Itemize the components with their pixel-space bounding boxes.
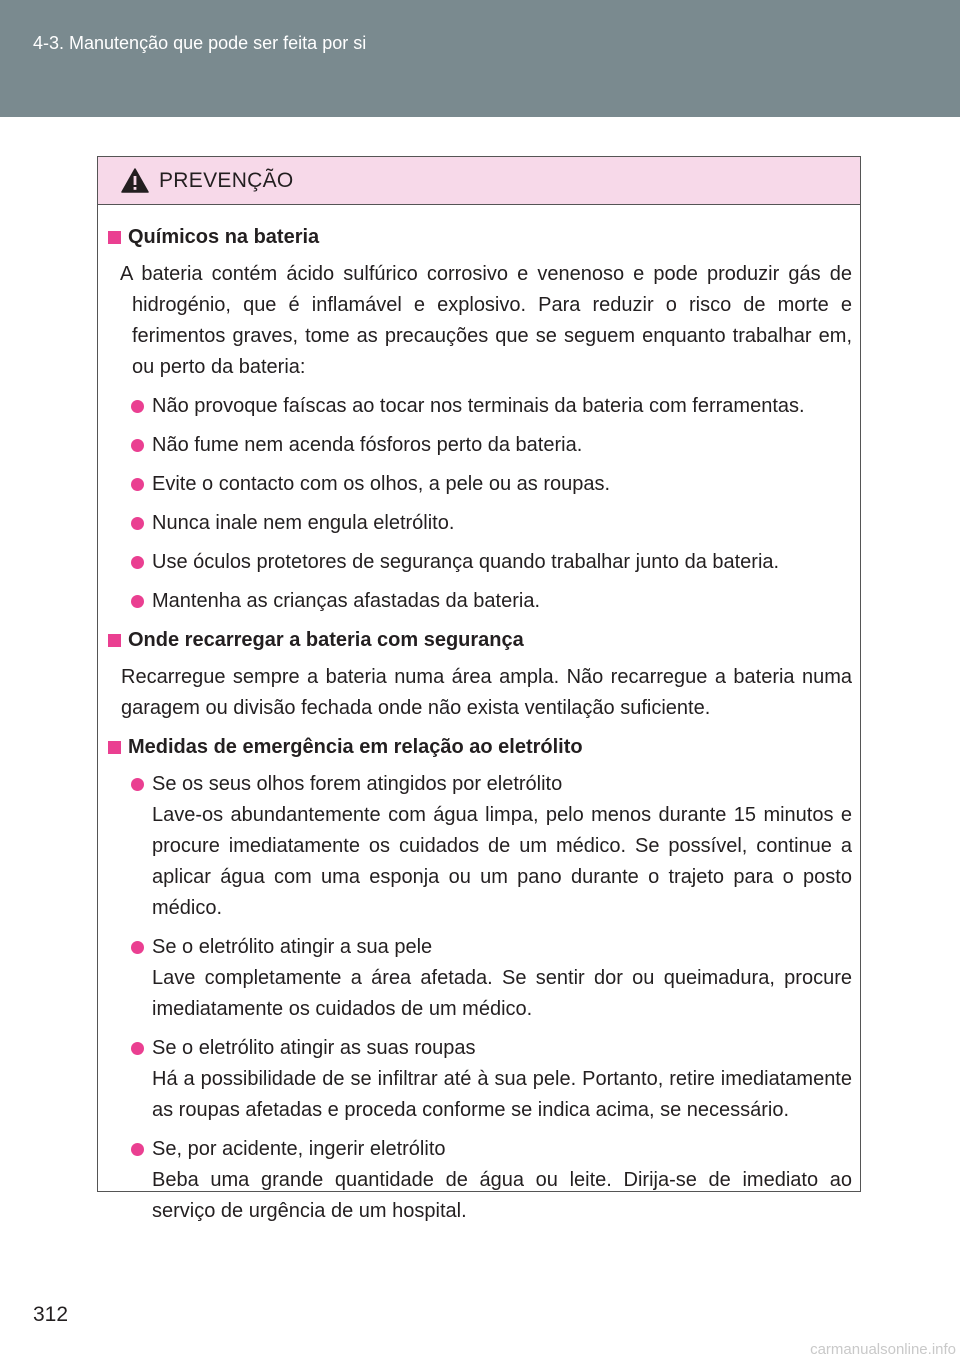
circle-bullet-icon xyxy=(131,517,144,530)
watermark: carmanualsonline.info xyxy=(810,1341,956,1358)
page-header xyxy=(0,0,960,117)
section-recharge xyxy=(108,625,852,724)
section-intro: A bateria contém ácido sulfúrico corrosivo e venenoso e pode produzir gás de hidrogénio, que é inflamável e explosivo. Para reduzir o risco de morte e ferimentos graves, tome as precauções que se seguem enquanto trabalhar em, ou perto da bateria: xyxy=(120,263,852,378)
circle-bullet-icon xyxy=(131,941,144,954)
item-heading: Se, por acidente, ingerir eletrólito xyxy=(152,1138,446,1160)
square-bullet-icon xyxy=(108,741,121,754)
circle-bullet-icon xyxy=(131,478,144,491)
item-body: Lave-os abundantemente com água limpa, pelo menos durante 15 minutos e procure imediatamente os cuidados de um médico. Se possível, continue a aplicar água com uma esponja ou um pano durante o trajeto para o posto médico. xyxy=(152,804,852,919)
square-bullet-icon xyxy=(108,634,121,647)
warning-content xyxy=(98,205,860,1227)
list-item: Mantenha as crianças afastadas da bateria. xyxy=(131,586,852,617)
list-item: Evite o contacto com os olhos, a pele ou as roupas. xyxy=(131,469,852,500)
item-heading: Se o eletrólito atingir a sua pele xyxy=(152,936,433,958)
item-body: Beba uma grande quantidade de água ou leite. Dirija-se de imediato ao serviço de urgência de um hospital. xyxy=(152,1169,852,1222)
square-bullet-icon xyxy=(108,231,121,244)
section-intro: Recarregue sempre a bateria numa área ampla. Não recarregue a bateria numa garagem ou divisão fechada onde não exista ventilação suficiente. xyxy=(121,666,852,719)
list-item xyxy=(131,932,852,1025)
section-emergency xyxy=(108,732,852,1227)
circle-bullet-icon xyxy=(131,400,144,413)
warning-title: PREVENÇÃO xyxy=(159,168,294,192)
warning-box-header xyxy=(98,157,860,205)
circle-bullet-icon xyxy=(131,1042,144,1055)
list-item: Não fume nem acenda fósforos perto da bateria. xyxy=(131,430,852,461)
item-heading: Se o eletrólito atingir as suas roupas xyxy=(152,1037,476,1059)
section-chemicals xyxy=(108,222,852,617)
warning-triangle-icon xyxy=(121,168,149,193)
list-item: Nunca inale nem engula eletrólito. xyxy=(131,508,852,539)
section-title: Químicos na bateria xyxy=(108,222,852,253)
circle-bullet-icon xyxy=(131,1143,144,1156)
item-body: Há a possibilidade de se infiltrar até à sua pele. Portanto, retire imediatamente as roupas afetadas e proceda conforme se indica acima, se necessário. xyxy=(152,1068,852,1121)
list-item xyxy=(131,769,852,924)
list-item: Não provoque faíscas ao tocar nos terminais da bateria com ferramentas. xyxy=(131,391,852,422)
warning-box xyxy=(97,156,861,1222)
page-number: 312 xyxy=(33,1303,69,1326)
item-heading: Se os seus olhos forem atingidos por eletrólito xyxy=(152,773,563,795)
circle-bullet-icon xyxy=(131,556,144,569)
list-item: Use óculos protetores de segurança quando trabalhar junto da bateria. xyxy=(131,547,852,578)
item-body: Lave completamente a área afetada. Se sentir dor ou queimadura, procure imediatamente os cuidados de um médico. xyxy=(152,967,852,1020)
header-title: 4-3. Manutenção que pode ser feita por si xyxy=(33,33,367,53)
list-item xyxy=(131,1134,852,1227)
circle-bullet-icon xyxy=(131,439,144,452)
circle-bullet-icon xyxy=(131,778,144,791)
section-title: Medidas de emergência em relação ao eletrólito xyxy=(108,732,852,763)
section-title: Onde recarregar a bateria com segurança xyxy=(108,625,852,656)
circle-bullet-icon xyxy=(131,595,144,608)
list-item xyxy=(131,1033,852,1126)
